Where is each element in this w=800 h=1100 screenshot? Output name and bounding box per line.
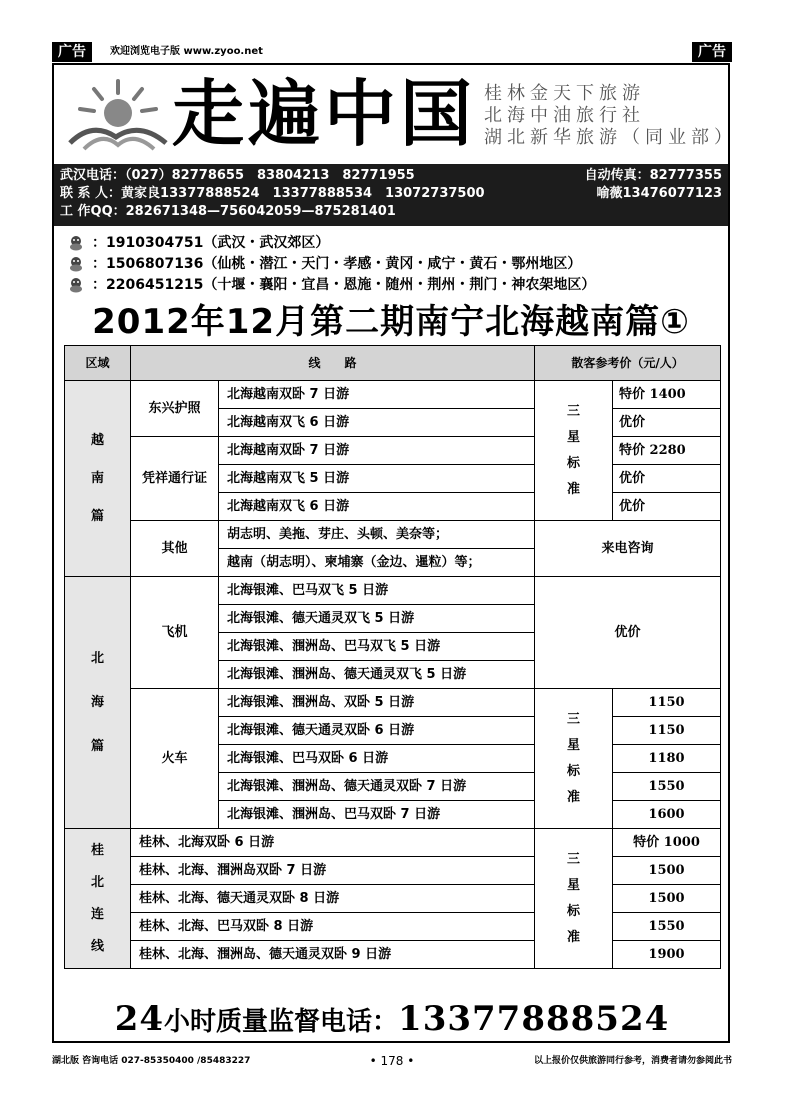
contact-mobile: 喻薇13476077123 [596, 186, 722, 201]
route-cell: 桂林、北海、德天通灵双卧 8 日游 [131, 885, 535, 913]
qq-penguin-icon [68, 256, 84, 272]
ad-tag-right: 广告 [692, 42, 732, 62]
price-cell: 1550 [613, 913, 721, 941]
region-vietnam: 越 南 篇 [65, 381, 131, 577]
table-row [65, 857, 721, 885]
hotline-label: 小时质量监督电话： [164, 1007, 399, 1037]
table-row [65, 577, 721, 605]
sun-people-logo-icon [62, 79, 172, 153]
contact-persons: 联 系 人：黄家良13377888524 13377888534 13072737500 [60, 186, 485, 201]
type-dongxing-passport: 东兴护照 [131, 381, 219, 437]
contact-band [54, 164, 728, 226]
ad-tag-left: 广告 [52, 42, 92, 62]
price-cell: 1900 [613, 941, 721, 969]
qq-penguin-icon [68, 235, 84, 251]
region-beihai: 北 海 篇 [65, 577, 131, 829]
type-other: 其他 [131, 521, 219, 577]
agency-name: 桂林金天下旅游 [484, 83, 645, 104]
route-cell: 北海银滩、涠洲岛、双卧 5 日游 [219, 689, 535, 717]
qq-line [68, 253, 581, 275]
welcome-text: 欢迎浏览电子版 www.zyoo.net [110, 46, 263, 57]
ad-header [54, 65, 737, 163]
price-cell: 1150 [613, 717, 721, 745]
route-cell: 北海越南双飞 6 日游 [219, 409, 535, 437]
price-cell: 特价 1000 [613, 829, 721, 857]
header-route: 线 路 [131, 346, 535, 381]
region-guibei: 桂 北 连 线 [65, 829, 131, 969]
standard-three-star: 三 星 标 准 [535, 381, 613, 521]
route-cell: 北海银滩、涠洲岛、巴马双飞 5 日游 [219, 633, 535, 661]
route-cell: 桂林、北海、涠洲岛、德天通灵双卧 9 日游 [131, 941, 535, 969]
qq-line [68, 274, 595, 296]
brand-logo-text: 走遍中国 [172, 71, 477, 156]
page-number: • 178 • [369, 1054, 415, 1068]
header-price: 散客参考价（元/人） [535, 346, 721, 381]
footer-consult: 湖北版 咨询电话 027-85350400 /85483227 [52, 1056, 251, 1066]
page-footer [52, 1052, 732, 1070]
route-cell: 北海银滩、德天通灵双飞 5 日游 [219, 605, 535, 633]
price-cell: 1180 [613, 745, 721, 773]
table-row [65, 941, 721, 969]
table-row [65, 689, 721, 717]
issue-title: 2012年12月第二期南宁北海越南篇① [92, 302, 690, 342]
footer-disclaimer: 以上报价仅供旅游同行参考，消费者请勿参阅此书 [533, 1056, 732, 1066]
top-strip [52, 42, 732, 62]
route-cell: 北海越南双卧 7 日游 [219, 437, 535, 465]
agency-name: 湖北新华旅游（同业部） [484, 127, 737, 148]
route-cell: 北海越南双卧 7 日游 [219, 381, 535, 409]
price-cell: 1150 [613, 689, 721, 717]
agency-list [484, 83, 737, 149]
hotline-hours: 24 [114, 999, 165, 1039]
price-cell: 1500 [613, 885, 721, 913]
table-row [65, 381, 721, 409]
price-cell: 特价 2280 [613, 437, 721, 465]
qq-line-text: ：1506807136（仙桃・潜江・天门・孝感・黄冈・咸宁・黄石・鄂州地区） [92, 256, 582, 272]
type-pingxiang-permit: 凭祥通行证 [131, 437, 219, 521]
route-cell: 桂林、北海、巴马双卧 8 日游 [131, 913, 535, 941]
call-consult: 来电咨询 [535, 521, 721, 577]
table-row [65, 885, 721, 913]
route-cell: 北海银滩、涠洲岛、巴马双卧 7 日游 [219, 801, 535, 829]
route-cell: 北海越南双飞 5 日游 [219, 465, 535, 493]
price-cell: 优价 [613, 493, 721, 521]
route-cell: 北海银滩、涠洲岛、德天通灵双卧 7 日游 [219, 773, 535, 801]
route-cell: 北海银滩、巴马双飞 5 日游 [219, 577, 535, 605]
standard-three-star: 三 星 标 准 [535, 829, 613, 969]
type-train: 火车 [131, 689, 219, 829]
route-cell: 北海银滩、巴马双卧 6 日游 [219, 745, 535, 773]
route-cell: 越南（胡志明）、柬埔寨（金边、暹粒）等； [219, 549, 535, 577]
route-cell: 桂林、北海、涠洲岛双卧 7 日游 [131, 857, 535, 885]
price-cell: 优价 [613, 465, 721, 493]
wuhan-phones: 武汉电话：（027）82778655 83804213 82771955 [60, 168, 415, 183]
route-cell: 桂林、北海双卧 6 日游 [131, 829, 535, 857]
table-row [65, 521, 721, 549]
hotline-number: 13377888524 [398, 999, 670, 1039]
fax-number: 自动传真：82777355 [584, 168, 722, 183]
qq-line-text: ：2206451215（十堰・襄阳・宜昌・恩施・随州・荆州・荆门・神农架地区） [92, 277, 596, 293]
price-cell: 1600 [613, 801, 721, 829]
price-cell: 1550 [613, 773, 721, 801]
route-cell: 胡志明、美拖、芽庄、头顿、美奈等； [219, 521, 535, 549]
price-cell: 特价 1400 [613, 381, 721, 409]
route-cell: 北海越南双飞 6 日游 [219, 493, 535, 521]
header-region: 区域 [65, 346, 131, 381]
standard-three-star: 三 星 标 准 [535, 689, 613, 829]
table-row [65, 829, 721, 857]
agency-name: 北海中油旅行社 [484, 105, 645, 126]
route-cell: 北海银滩、涠洲岛、德天通灵双飞 5 日游 [219, 661, 535, 689]
price-discount: 优价 [535, 577, 721, 689]
price-cell: 优价 [613, 409, 721, 437]
type-flight: 飞机 [131, 577, 219, 689]
work-qq: 工 作QQ：282671348—756042059—875281401 [60, 204, 396, 219]
qq-line-text: ：1910304751（武汉・武汉郊区） [92, 235, 330, 251]
table-header-row [65, 346, 721, 381]
qq-penguin-icon [68, 277, 84, 293]
price-table [64, 345, 721, 969]
price-cell: 1500 [613, 857, 721, 885]
route-cell: 北海银滩、德天通灵双卧 6 日游 [219, 717, 535, 745]
table-row [65, 913, 721, 941]
qq-line [68, 232, 329, 254]
table-row [65, 437, 721, 465]
quality-hotline [64, 1000, 720, 1038]
